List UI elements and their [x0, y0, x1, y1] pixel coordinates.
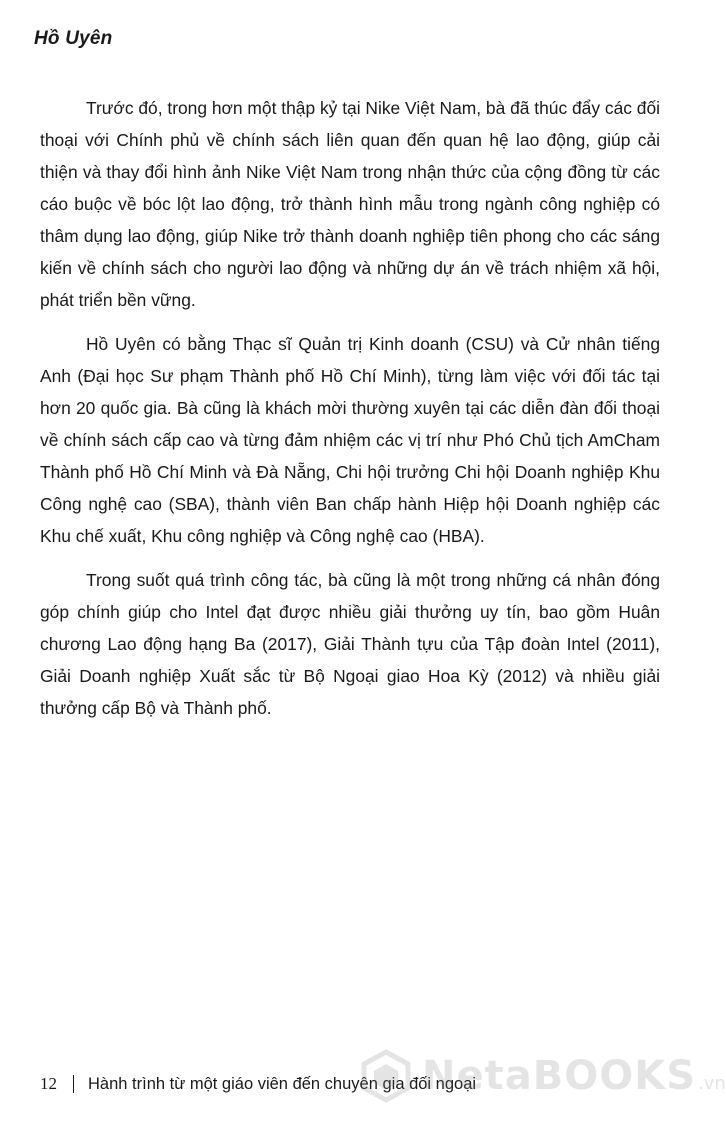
watermark-suffix: .vn: [698, 1073, 726, 1094]
page-footer: [40, 1071, 660, 1097]
paragraph: Trong suốt quá trình công tác, bà cũng là một trong những cá nhân đóng góp chính giúp cho Intel đạt được nhiều giải thưởng uy tín, bao gồm Huân chương Lao động hạng Ba (2017), Giải Thành tựu của Tập đoàn Intel (2011), Giải Doanh nghiệp Xuất sắc từ Bộ Ngoại giao Hoa Kỳ (2012) và nhiều giải thưởng cấp Bộ và Thành phố.: [40, 570, 660, 718]
page-number: 12: [40, 1074, 57, 1093]
body-text: [40, 92, 660, 736]
page-header-author: Hồ Uyên: [34, 28, 113, 49]
paragraph: Trước đó, trong hơn một thập kỷ tại Nike Việt Nam, bà đã thúc đẩy các đối thoại với Chính phủ về chính sách liên quan đến quan hệ lao động, giúp cải thiện và thay đổi hình ảnh Nike Việt Nam trong nhận thức của cộng đồng từ các cáo buộc về bóc lột lao động, trở thành hình mẫu trong ngành công nghiệp có thâm dụng lao động, giúp Nike trở thành doanh nghiệp tiên phong cho các sáng kiến về chính sách cho người lao động và những dự án về trách nhiệm xã hội, phát triển bền vững.: [40, 98, 660, 310]
footer-divider: [73, 1075, 74, 1093]
watermark-brand: NetaBOOKS: [422, 1053, 697, 1099]
running-title: Hành trình từ một giáo viên đến chuyên gia đối ngoại: [88, 1074, 477, 1093]
paragraph: Hồ Uyên có bằng Thạc sĩ Quản trị Kinh doanh (CSU) và Cử nhân tiếng Anh (Đại học Sư phạm Thành phố Hồ Chí Minh), từng làm việc với đối tác tại hơn 20 quốc gia. Bà cũng là khách mời thường xuyên tại các diễn đàn đối thoại về chính sách cấp cao và từng đảm nhiệm các vị trí như Phó Chủ tịch AmCham Thành phố Hồ Chí Minh và Đà Nẵng, Chi hội trưởng Chi hội Doanh nghiệp Khu Công nghệ cao (SBA), thành viên Ban chấp hành Hiệp hội Doanh nghiệp các Khu chế xuất, Khu công nghiệp và Công nghệ cao (HBA).: [40, 334, 660, 546]
